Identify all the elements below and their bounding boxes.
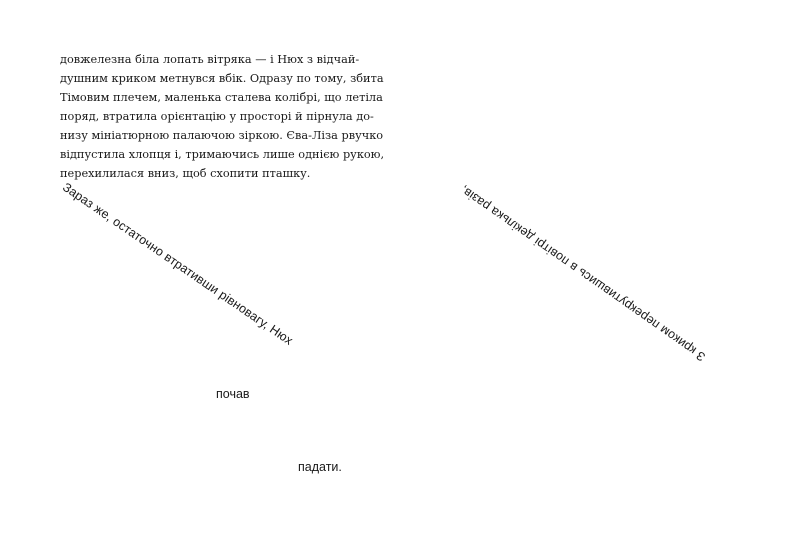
paragraph-line: довжелезна біла лопать вітряка — і Нюх з відчай- bbox=[60, 53, 360, 66]
right-page bbox=[393, 0, 786, 536]
spinning-text-diagonal: З криком перекрутившись в повітрі декілька разів, bbox=[457, 182, 709, 364]
paragraph-line: душним криком метнувся вбік. Одразу по тому, збита bbox=[60, 72, 384, 85]
falling-word-padaty: падати. bbox=[298, 460, 342, 474]
paragraph-line: поряд, втратила орієнтацію у просторі й пірнула до- bbox=[60, 110, 374, 123]
body-paragraph bbox=[60, 50, 385, 183]
paragraph-line: Тімовим плечем, маленька сталева колібрі, що летіла bbox=[60, 91, 383, 104]
falling-word-pochav: почав bbox=[216, 387, 250, 401]
paragraph-line: низу мініатюрною палаючою зіркою. Єва-Ліза рвучко bbox=[60, 129, 384, 142]
paragraph-line: відпустила хлопця і, тримаючись лише однією рукою, bbox=[60, 148, 385, 161]
falling-text-diagonal: Зараз же, остаточно втративши рівновагу, Нюх bbox=[60, 180, 296, 348]
paragraph-line: перехилилася вниз, щоб схопити пташку. bbox=[60, 167, 311, 180]
